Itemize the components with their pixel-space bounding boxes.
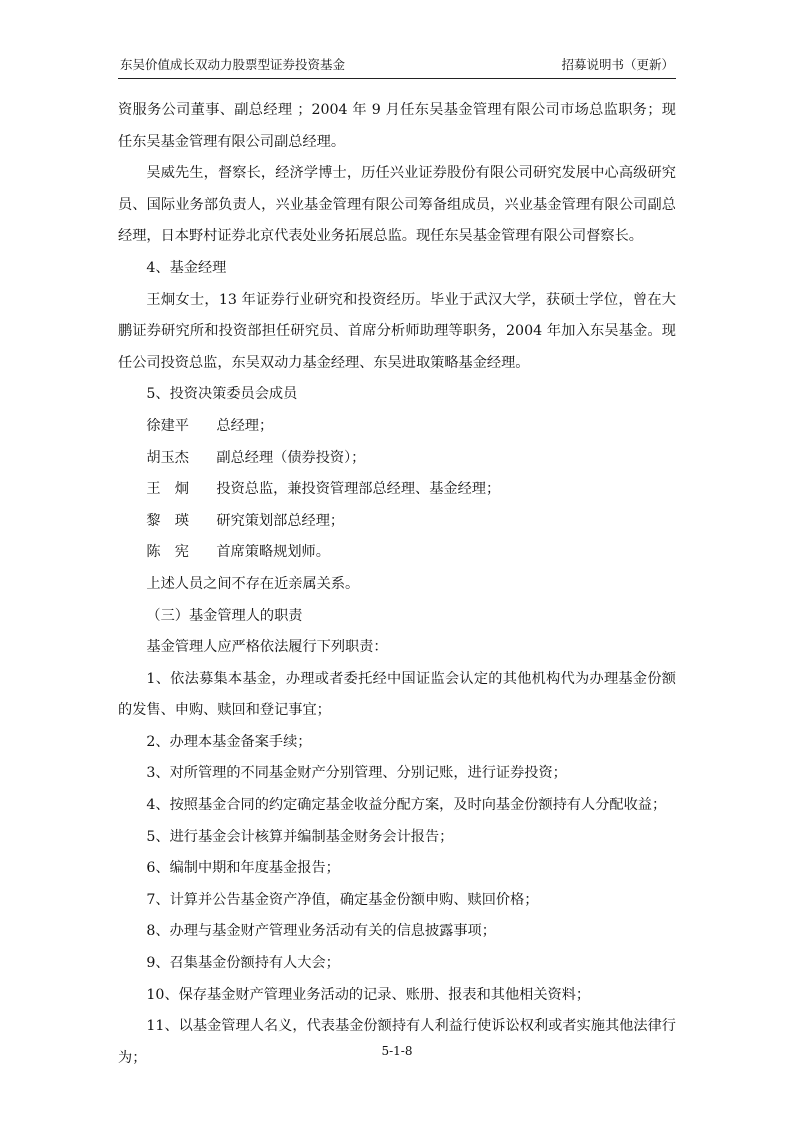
duty-item: 6、编制中期和年度基金报告； <box>146 860 340 877</box>
committee-member-name: 陈 宪 <box>146 544 189 561</box>
duty-item: 8、办理与基金财产管理业务活动有关的信息披露事项； <box>146 923 496 940</box>
duty-item: 1、依法募集本基金，办理或者委托经中国证监会认定的其他机构代为办理基金份额的发售、申购、赎回和登记事宜； <box>118 670 676 719</box>
header-document-type: 招募说明书（更新） <box>561 57 674 72</box>
duty-item: 7、计算并公告基金资产净值，确定基金份额申购、赎回价格； <box>146 891 539 908</box>
heading-investment-committee: 5、投资决策委员会成员 <box>146 386 298 403</box>
page-header <box>118 56 676 79</box>
header-fund-name: 东吴价值成长双动力股票型证券投资基金 <box>120 57 346 72</box>
heading-manager-duties: （三）基金管理人的职责 <box>146 607 303 624</box>
committee-member-role: 副总经理（债券投资）； <box>216 449 366 466</box>
committee-member-role: 总经理； <box>216 417 274 434</box>
committee-member-name: 黎 瑛 <box>146 512 189 529</box>
page-number: 5-1-8 <box>381 1044 413 1058</box>
paragraph-duties-intro: 基金管理人应严格依法履行下列职责： <box>146 639 388 656</box>
heading-fund-manager: 4、基金经理 <box>146 259 227 276</box>
page-footer <box>0 1044 794 1058</box>
paragraph-executive-bio-continued: 资服务公司董事、副总经理 ；2004 年 9 月任东吴基金管理有限公司市场总监职务；现任东吴基金管理有限公司副总经理。 <box>118 102 676 150</box>
duty-item: 4、按照基金合同的约定确定基金收益分配方案，及时向基金份额持有人分配收益； <box>146 797 667 814</box>
committee-member-row <box>118 411 676 443</box>
committee-member-row <box>118 474 676 506</box>
committee-member-name: 胡玉杰 <box>146 449 189 466</box>
committee-member-role: 首席策略规划师。 <box>216 544 330 561</box>
duty-item: 5、进行基金会计核算并编制基金财务会计报告； <box>146 828 454 845</box>
duty-item: 2、办理本基金备案手续； <box>146 733 312 750</box>
duty-item: 11、以基金管理人名义，代表基金份额持有人利益行使诉讼权利或者实施其他法律行为； <box>118 1018 676 1066</box>
committee-member-row <box>118 506 676 538</box>
document-body <box>118 95 676 1074</box>
paragraph-compliance-officer-bio: 吴威先生，督察长，经济学博士，历任兴业证券股份有限公司研究发展中心高级研究员、国际业务部负责人，兴业基金管理有限公司筹备组成员，兴业基金管理有限公司副总经理，日本野村证券北京代表处业务拓展总监。现任东吴基金管理有限公司督察长。 <box>118 165 676 245</box>
duty-item: 9、召集基金份额持有人大会； <box>146 955 340 972</box>
committee-member-name: 王 炯 <box>146 481 189 498</box>
committee-member-row <box>118 443 676 475</box>
committee-member-name: 徐建平 <box>146 417 189 434</box>
committee-member-row <box>118 537 676 569</box>
committee-member-role: 投资总监，兼投资管理部总经理、基金经理； <box>216 481 501 498</box>
paragraph-fund-manager-bio: 王炯女士，13 年证券行业研究和投资经历。毕业于武汉大学，获硕士学位，曾在大鹏证券研究所和投资部担任研究员、首席分析师助理等职务，2004 年加入东吴基金。现任公司投资总监，东吴双动力基金经理、东吴进取策略基金经理。 <box>118 291 676 371</box>
duty-item: 10、保存基金财产管理业务活动的记录、账册、报表和其他相关资料； <box>146 986 591 1003</box>
paragraph-no-family-relation: 上述人员之间不存在近亲属关系。 <box>146 575 360 592</box>
committee-member-role: 研究策划部总经理； <box>216 512 345 529</box>
duty-item: 3、对所管理的不同基金财产分别管理、分别记账，进行证券投资； <box>146 765 567 782</box>
